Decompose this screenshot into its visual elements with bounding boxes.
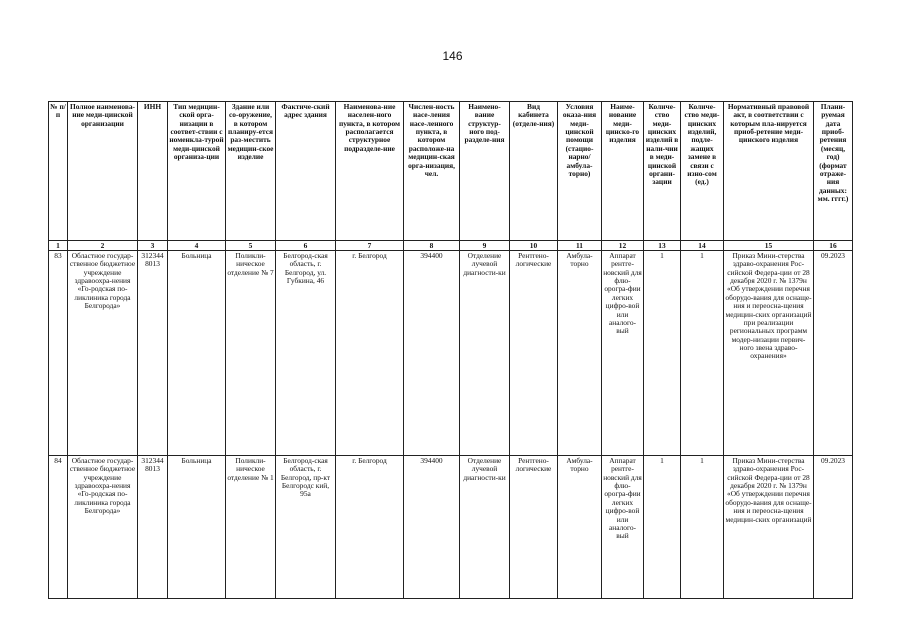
table-row <box>49 251 853 456</box>
column-number: 6 <box>276 241 336 251</box>
page-number: 146 <box>442 49 463 63</box>
org-type: Больница <box>168 251 226 456</box>
column-number: 9 <box>460 241 510 251</box>
cabinet: Рентгено-логические <box>510 251 558 456</box>
column-number: 12 <box>602 241 644 251</box>
equipment-table <box>48 101 853 599</box>
qty-replace: 1 <box>681 456 724 599</box>
qty-have: 1 <box>644 251 681 456</box>
inn: 312344 8013 <box>138 456 168 599</box>
header-cell: Условия оказа-ния меди-цинской помощи (стацио-нарно/ амбула-торно) <box>558 102 602 241</box>
header-cell: Полное наименова-ние меди-цинской организации <box>68 102 138 241</box>
building: Поликли-ническое отделение № 1 <box>226 456 276 599</box>
conditions: Амбула-торно <box>558 251 602 456</box>
column-number: 11 <box>558 241 602 251</box>
column-number: 3 <box>138 241 168 251</box>
column-number-row <box>49 241 853 251</box>
column-number: 13 <box>644 241 681 251</box>
cabinet: Рентгено-логические <box>510 456 558 599</box>
header-cell: Здание или со-оружение, в котором планиру-ется раз-местить медицин-ское изделие <box>226 102 276 241</box>
address: Белгород-ская область, г. Белгород, ул. Губкина, 46 <box>276 251 336 456</box>
conditions: Амбула-торно <box>558 456 602 599</box>
column-number: 7 <box>336 241 404 251</box>
unit: Отделение лучевой диагности-ки <box>460 456 510 599</box>
header-cell: Тип медицин-ской орга-низации в соответ-ствии с номенкла-турой меди-цинской организа-ции <box>168 102 226 241</box>
column-number: 2 <box>68 241 138 251</box>
address: Белгород-ская область, г. Белгород, пр-кт Белгородс кий, 95а <box>276 456 336 599</box>
header-cell: Наиме-нование меди-цинско-го изделия <box>602 102 644 241</box>
building: Поликли-ническое отделение № 7 <box>226 251 276 456</box>
header-row <box>49 102 853 241</box>
column-number: 16 <box>814 241 853 251</box>
device: Аппарат рентге-новский для флю-орогра-фии легких цифро-вой или аналого-вый <box>602 456 644 599</box>
table-row <box>49 456 853 599</box>
column-number: 5 <box>226 241 276 251</box>
header-cell: Нормативный правовой акт, в соответствии с которым пла-нируется приоб-ретение меди-цинского изделия <box>724 102 814 241</box>
column-number: 4 <box>168 241 226 251</box>
device: Аппарат рентге-новский для флю-орогра-фии легких цифро-вой или аналого-вый <box>602 251 644 456</box>
column-number: 10 <box>510 241 558 251</box>
header-cell: № п/п <box>49 102 68 241</box>
row-number: 84 <box>49 456 68 599</box>
header-cell: Плани-руемая дата приоб-ретения (месяц, год) (формат отраже-ния данных: мм. гггг.) <box>814 102 853 241</box>
purchase-date: 09.2023 <box>814 251 853 456</box>
qty-replace: 1 <box>681 251 724 456</box>
population: 394400 <box>404 456 460 599</box>
legal-act: Приказ Мини-стерства здраво-охранения Рос-сийской Федера-ции от 28 декабря 2020 г. № 1379н «Об утверждении перечня оборудо-вания для оснаще-ния и переосна-щения медицин-ских организаций при реализации региональных программ модер-низации первич-ного звена здраво-охранения» <box>724 251 814 456</box>
locality: г. Белгород <box>336 251 404 456</box>
org-type: Больница <box>168 456 226 599</box>
header-cell: Числен-ность насе-ления насе-ленного пункта, в котором расположе-на медицин-ская орга-низация, чел. <box>404 102 460 241</box>
population: 394400 <box>404 251 460 456</box>
purchase-date: 09.2023 <box>814 456 853 599</box>
org-name: Областное государ-ственное бюджетное учреждение здравоохра-нения «Го-родская по-ликлиника города Белгорода» <box>68 251 138 456</box>
header-cell: Количе-ство меди-цинских изделий, подле-жащих замене в связи с изно-сом (ед.) <box>681 102 724 241</box>
legal-act: Приказ Мини-стерства здраво-охранения Рос-сийской Федера-ции от 28 декабря 2020 г. № 1379н «Об утверждении перечня оборудо-вания для оснаще-ния и переосна-щения медицин-ских организаций <box>724 456 814 599</box>
header-cell: ИНН <box>138 102 168 241</box>
header-cell: Фактиче-ский адрес здания <box>276 102 336 241</box>
column-number: 1 <box>49 241 68 251</box>
header-cell: Наимено-вание структур-ного под-разделе-ния <box>460 102 510 241</box>
locality: г. Белгород <box>336 456 404 599</box>
header-cell: Количе-ство меди-цинских изделий в нали-чии в меди-цинской органи-зации <box>644 102 681 241</box>
column-number: 14 <box>681 241 724 251</box>
qty-have: 1 <box>644 456 681 599</box>
header-cell: Наименова-ние населен-ного пункта, в котором располагается структурное подразделе-ние <box>336 102 404 241</box>
unit: Отделение лучевой диагности-ки <box>460 251 510 456</box>
row-number: 83 <box>49 251 68 456</box>
inn: 312344 8013 <box>138 251 168 456</box>
header-cell: Вид кабинета (отделе-ния) <box>510 102 558 241</box>
column-number: 8 <box>404 241 460 251</box>
org-name: Областное государ-ственное бюджетное учреждение здравоохра-нения «Го-родская по-ликлиника города Белгорода» <box>68 456 138 599</box>
column-number: 15 <box>724 241 814 251</box>
